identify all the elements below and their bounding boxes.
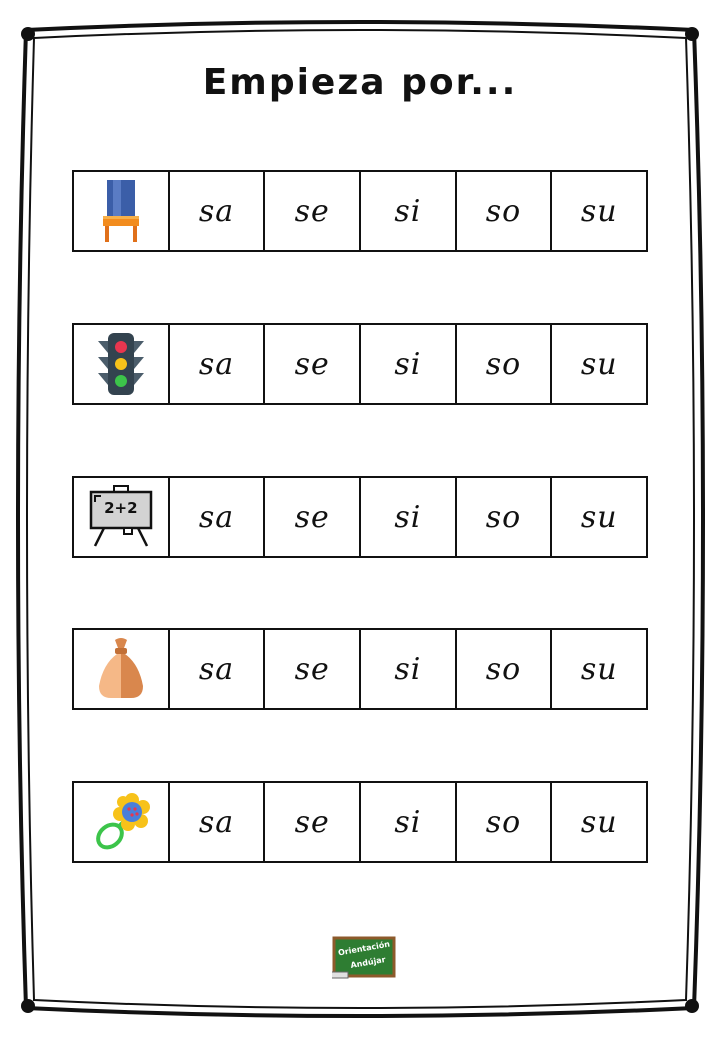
picture-cell — [74, 325, 168, 403]
syllable-text: su — [580, 804, 618, 840]
syllable-cell[interactable] — [550, 172, 646, 250]
syllable-text: so — [485, 193, 522, 229]
syllable-text: si — [394, 651, 422, 687]
syllable-text: su — [580, 193, 618, 229]
syllable-text: so — [485, 346, 522, 382]
syllable-text: su — [580, 499, 618, 535]
syllable-text: so — [485, 651, 522, 687]
syllable-text: si — [394, 804, 422, 840]
syllable-row — [72, 628, 648, 710]
syllable-text: su — [580, 346, 618, 382]
syllable-text: sa — [198, 804, 235, 840]
blackboard-icon — [88, 484, 154, 550]
syllable-text: si — [394, 346, 422, 382]
syllable-cell[interactable] — [550, 478, 646, 556]
syllable-text: se — [294, 651, 330, 687]
sack-icon — [93, 636, 149, 702]
picture-cell — [74, 630, 168, 708]
syllable-text: so — [485, 499, 522, 535]
syllable-cell[interactable] — [263, 172, 359, 250]
syllable-cell[interactable] — [168, 172, 264, 250]
syllable-text: sa — [198, 193, 235, 229]
syllable-text: se — [294, 346, 330, 382]
syllable-cell[interactable] — [359, 630, 455, 708]
traffic-light-icon — [94, 331, 148, 397]
syllable-text: si — [394, 193, 422, 229]
orientacion-andujar-logo — [332, 936, 396, 980]
syllable-cell[interactable] — [455, 325, 551, 403]
syllable-row — [72, 476, 648, 558]
syllable-cell[interactable] — [263, 630, 359, 708]
syllable-text: sa — [198, 499, 235, 535]
syllable-cell[interactable] — [455, 172, 551, 250]
picture-cell — [74, 783, 168, 861]
syllable-text: sa — [198, 346, 235, 382]
syllable-row — [72, 781, 648, 863]
syllable-cell[interactable] — [263, 325, 359, 403]
syllable-cell[interactable] — [550, 783, 646, 861]
syllable-cell[interactable] — [168, 325, 264, 403]
syllable-cell[interactable] — [168, 783, 264, 861]
chair-icon — [99, 178, 143, 244]
syllable-row — [72, 323, 648, 405]
syllable-text: si — [394, 499, 422, 535]
syllable-cell[interactable] — [455, 478, 551, 556]
syllable-cell[interactable] — [168, 478, 264, 556]
syllable-cell[interactable] — [550, 630, 646, 708]
syllable-text: sa — [198, 651, 235, 687]
picture-cell — [74, 172, 168, 250]
blackboard-text: 2+2 — [104, 499, 138, 517]
syllable-cell[interactable] — [550, 325, 646, 403]
syllable-text: se — [294, 193, 330, 229]
syllable-cell[interactable] — [263, 478, 359, 556]
syllable-cell[interactable] — [455, 630, 551, 708]
logo-line-1: Orientación — [337, 939, 391, 958]
syllable-cell[interactable] — [359, 783, 455, 861]
rattle-icon — [90, 792, 152, 852]
syllable-text: se — [294, 804, 330, 840]
syllable-cell[interactable] — [263, 783, 359, 861]
syllable-text: se — [294, 499, 330, 535]
page-title: Empieza por... — [202, 62, 518, 103]
logo-line-2: Andújar — [349, 954, 387, 971]
syllable-text: so — [485, 804, 522, 840]
syllable-cell[interactable] — [455, 783, 551, 861]
syllable-cell[interactable] — [359, 478, 455, 556]
syllable-cell[interactable] — [359, 325, 455, 403]
syllable-row — [72, 170, 648, 252]
syllable-cell[interactable] — [359, 172, 455, 250]
syllable-text: su — [580, 651, 618, 687]
picture-cell — [74, 478, 168, 556]
syllable-cell[interactable] — [168, 630, 264, 708]
